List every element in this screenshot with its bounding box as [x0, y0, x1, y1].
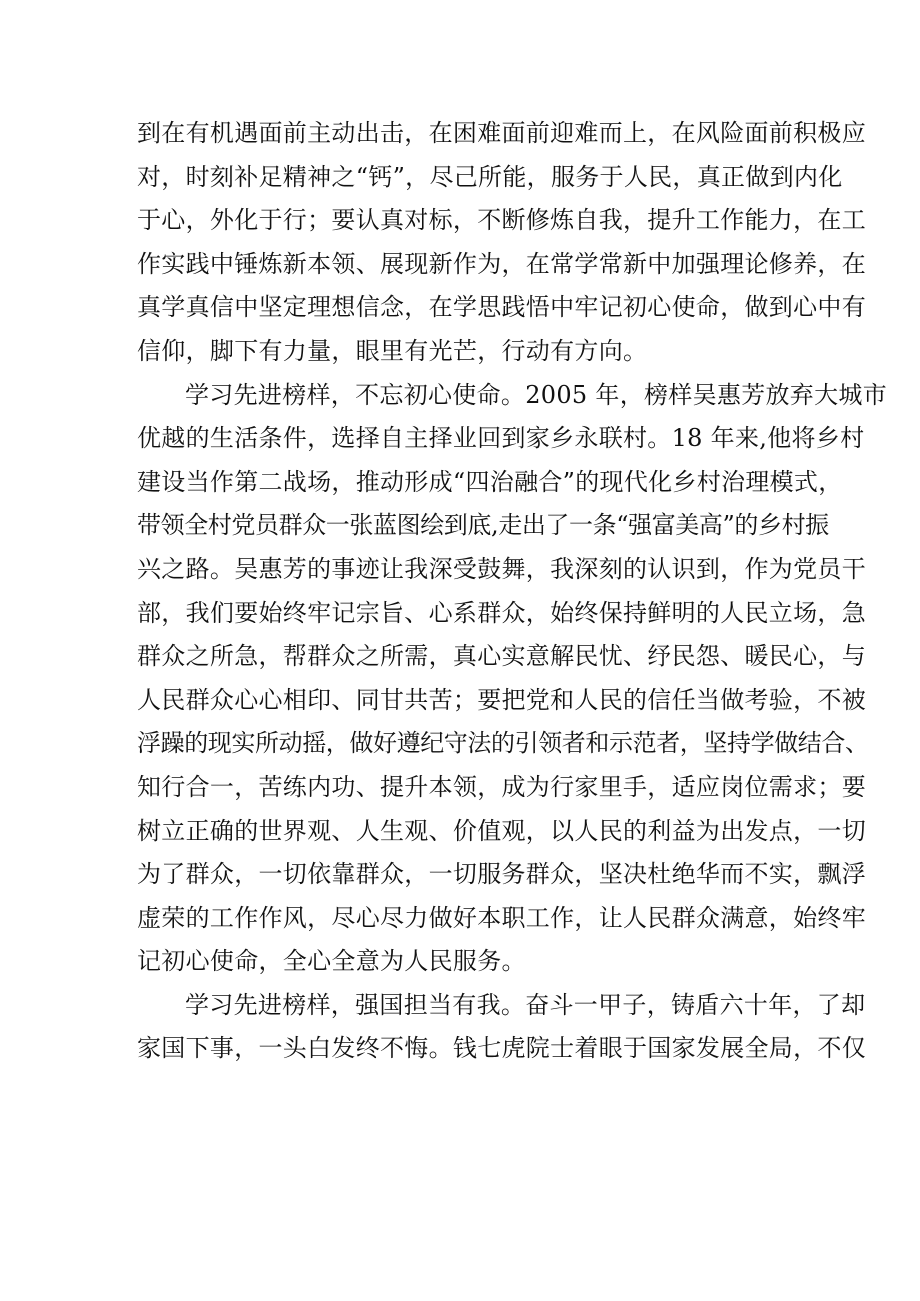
text-line: 人民群众心心相印、同甘共苦；要把党和人民的信任当做考验，不被 [137, 685, 866, 714]
body-text [137, 112, 888, 1071]
text-line: 于心，外化于行；要认真对标，不断修炼自我，提升工作能力，在工 [137, 206, 866, 235]
text-line: 作实践中锤炼新本领、展现新作为，在常学常新中加强理论修养，在 [137, 249, 866, 278]
text-line: 优越的生活条件，选择自主择业回到家乡永联村。18 年来,他将乡村 [137, 424, 865, 453]
text-line: 知行合一，苦练内功、提升本领，成为行家里手，适应岗位需求；要 [137, 772, 866, 801]
text-line: 信仰，脚下有力量，眼里有光芒，行动有方向。 [137, 336, 648, 365]
text-line: 虚荣的工作作风，尽心尽力做好本职工作，让人民群众满意，始终牢 [137, 903, 866, 932]
text-line: 树立正确的世界观、人生观、价值观，以人民的利益为出发点，一切 [137, 816, 866, 845]
text-line: 家国下事，一头白发终不悔。钱七虎院士着眼于国家发展全局，不仅 [137, 1034, 866, 1063]
text-line: 记初心使命，全心全意为人民服务。 [137, 947, 526, 976]
paragraph-first-line: 学习先进榜样，强国担当有我。奋斗一甲子，铸盾六十年，了却 [185, 990, 866, 1019]
text-line: 真学真信中坚定理想信念，在学思践悟中牢记初心使命，做到心中有 [137, 293, 866, 322]
paragraph-first-line: 学习先进榜样，不忘初心使命。2005 年，榜样吴惠芳放弃大城市 [185, 380, 888, 409]
text-line: 带领全村党员群众一张蓝图绘到底,走出了一条“强富美高”的乡村振 [137, 511, 829, 540]
text-line: 建设当作第二战场，推动形成“四治融合”的现代化乡村治理模式， [137, 467, 843, 496]
text-line: 兴之路。吴惠芳的事迹让我深受鼓舞，我深刻的认识到，作为党员干 [137, 554, 866, 583]
text-line: 到在有机遇面前主动出击，在困难面前迎难而上，在风险面前积极应 [137, 119, 866, 147]
text-line: 浮躁的现实所动摇，做好遵纪守法的引领者和示范者，坚持学做结合、 [137, 729, 869, 758]
text-line: 群众之所急，帮群众之所需，真心实意解民忧、纾民怨、暖民心，与 [137, 642, 866, 671]
text-line: 部，我们要始终牢记宗旨、心系群众，始终保持鲜明的人民立场，急 [137, 598, 866, 627]
text-line: 对，时刻补足精神之“钙”，尽己所能，服务于人民，真正做到内化 [137, 162, 843, 191]
text-line: 为了群众，一切依靠群众，一切服务群众，坚决杜绝华而不实，飘浮 [137, 860, 866, 889]
